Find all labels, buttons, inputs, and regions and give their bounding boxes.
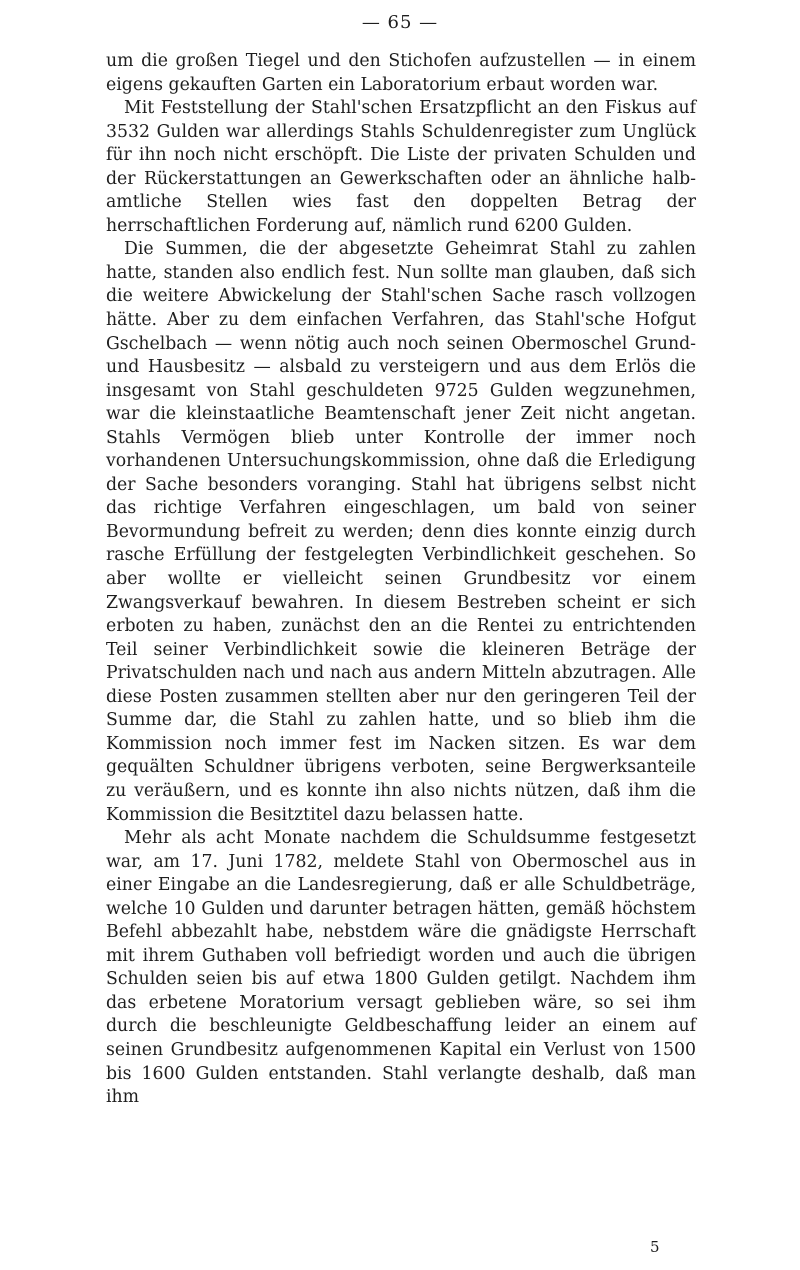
page-number-header: — 65 — xyxy=(361,12,439,33)
paragraph-1: um die großen Tiegel und den Stichofen aufzustellen — in einem eigens gekauften Garten ein Laboratorium erbaut worden war. xyxy=(106,51,696,95)
signature-mark: 5 xyxy=(650,1238,660,1256)
paragraph-4: Mehr als acht Monate nachdem die Schuldsumme festgesetzt war, am 17. Juni 1782, meldete Stahl von Obermoschel aus in einer Eingabe an die Landesregierung, daß er alle Schuldbeträge, welche 10 Gulden und darunter betragen hätten, gemäß höchstem Befehl abbezahlt habe, nebstdem wäre die gnädigste Herrschaft mit ihrem Guthaben voll befriedigt worden und auch die übrigen Schulden seien bis auf etwa 1800 Gulden getilgt. Nachdem ihm das erbetene Moratorium versagt geblieben wäre, so sei ihm durch die beschleunigte Geldbeschaffung leider an einem auf seinen Grundbesitz aufgenommenen Kapital ein Verlust von 1500 bis 1600 Gulden entstanden. Stahl verlangte deshalb, daß man ihm xyxy=(106,828,696,1108)
body-text xyxy=(106,50,696,1110)
paragraph-3: Die Summen, die der abgesetzte Geheimrat Stahl zu zahlen hatte, standen also endlich fest. Nun sollte man glauben, daß sich die weitere Abwickelung der Stahl'schen Sache rasch vollzogen hätte. Aber zu dem einfachen Verfahren, das Stahl'sche Hofgut Gschelbach — wenn nötig auch noch seinen Obermoschel Grund- und Hausbesitz — alsbald zu versteigern und aus dem Erlös die insgesamt von Stahl geschuldeten 9725 Gulden wegzunehmen, war die kleinstaatliche Beamtenschaft jener Zeit nicht angetan. Stahls Vermögen blieb unter Kontrolle der immer noch vorhandenen Untersuchungskommission, ohne daß die Erledigung der Sache besonders voranging. Stahl hat übrigens selbst nicht das richtige Verfahren eingeschlagen, um bald von seiner Bevormundung befreit zu werden; denn dies konnte einzig durch rasche Erfüllung der festgelegten Verbindlichkeit geschehen. So aber wollte er vielleicht seinen Grundbesitz vor einem Zwangsverkauf bewahren. In diesem Bestreben scheint er sich erboten zu haben, zunächst den an die Rentei zu entrichtenden Teil seiner Verbindlichkeit sowie die kleineren Beträge der Privatschulden nach und nach aus andern Mitteln abzutragen. Alle diese Posten zusammen stellten aber nur den geringeren Teil der Summe dar, die Stahl zu zahlen hatte, und so blieb ihm die Kommission noch immer fest im Nacken sitzen. Es war dem gequälten Schuldner übrigens verboten, seine Bergwerksanteile zu veräußern, und es konnte ihn also nichts nützen, daß ihm die Kommission die Besitztitel dazu belassen hatte. xyxy=(106,239,696,825)
paragraph-2: Mit Feststellung der Stahl'schen Ersatzpflicht an den Fiskus auf 3532 Gulden war allerdings Stahls Schuldenregister zum Unglück für ihn noch nicht erschöpft. Die Liste der privaten Schulden und der Rückerstattungen an Gewerkschaften oder an ähnliche halbamtliche Stellen wies fast den doppelten Betrag der herrschaftlichen Forderung auf, nämlich rund 6200 Gulden. xyxy=(106,98,696,236)
